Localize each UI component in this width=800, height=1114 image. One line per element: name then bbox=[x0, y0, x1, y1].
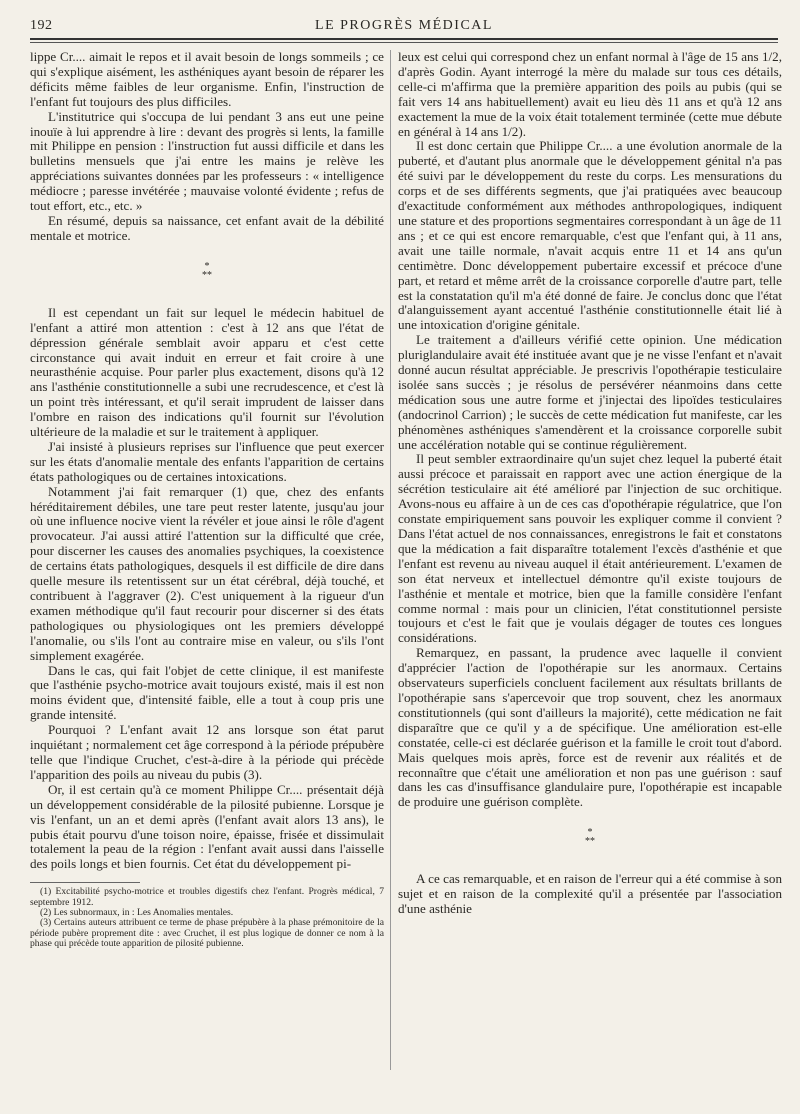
paragraph: Pourquoi ? L'enfant avait 12 ans lorsque son état parut inquiétant ; normalement cet âge correspond à la période prépubère telle que l'indique Cruchet, c'est-à-dire à la période qui précède l'apparition des poils au niveau du pubis (3). bbox=[30, 722, 384, 782]
running-header bbox=[30, 16, 778, 36]
left-column bbox=[30, 50, 384, 1100]
paragraph: Notamment j'ai fait remarquer (1) que, chez des enfants héréditairement débiles, une tare peut rester latente, jusqu'au jour où une influence nocive vient la révéler et joue ainsi le rôle d'agent provocateur. J'ai aussi attiré l'attention sur la difficulté que crée, pour discerner les causes des anomalies psychiques, la coexistence de certains états pathologiques, desquels il est difficile de dire dans quelle mesure ils retentissent sur un état cérébral, déjà touché, et contribuent à l'aggraver (2). C'est uniquement à la rigueur d'un examen méthodique qu'il faut recourir pour discerner si des états pathologiques ou physiologiques ont les premiers développé l'anomalie, ou s'ils l'ont au contraire mise en valeur, ou s'ils l'ont simplement exagérée. bbox=[30, 483, 384, 663]
paragraph: Il peut sembler extraordinaire qu'un sujet chez lequel la puberté était aussi précoce et paraissait en rapport avec une action énergique de la sécrétion testiculaire ait été amélioré par l'injection de suc orchitique. Avons-nous eu affaire à un de ces cas d'opothérapie régulatrice, que l'on constate empiriquement sans pouvoir les expliquer comme il convient ? Dans l'état actuel de nos connaissances, enregistrons le fait et constatons que la médication a fait disparaître totalement l'excès d'asthénie et que l'enfant est revenu au niveau auquel il était antérieurement. L'examen de son état nerveux et intellectuel démontre qu'il existe toujours de l'asthénie et mentale et motrice, bien que la famille considère l'enfant comme normal : mais pour un clinicien, l'état constitutionnel persiste toujours et c'est le fait que je voulais dégager de toutes ces longues considérations. bbox=[398, 451, 782, 646]
header-rule-thick bbox=[30, 38, 778, 40]
paragraph: Dans le cas, qui fait l'objet de cette clinique, il est manifeste que l'asthénie psycho-motrice avait toujours existé, mais il est non moins évident que, d'intensité faible, elle a tout à coup pris une grande intensité. bbox=[30, 662, 384, 723]
paragraph: Il est cependant un fait sur lequel le médecin habituel de l'enfant a attiré mon attention : c'est à 12 ans que l'état de dépression générale semblait avoir apparu et c'est cette circonstance qui avait induit en erreur et fait croire à une neurasthénie acquise. Pour parler plus exactement, disons qu'à 12 ans l'asthénie constitutionnelle a subi une recrudescence, et c'est là un point très intéressant, et qu'il serait imprudent de laisser dans l'ombre en raison des indications qu'il fournit sur l'évolution ultérieure de la maladie et sur le traitement à appliquer. bbox=[30, 304, 384, 440]
paragraph: En résumé, depuis sa naissance, cet enfant avait de la débilité mentale et motrice. bbox=[30, 212, 384, 243]
paragraph: A ce cas remarquable, et en raison de l'erreur qui a été commise à son sujet et en raison de la complexité qu'il a présentée par l'association d'une asthénie bbox=[398, 871, 782, 917]
header-rule-thin bbox=[30, 42, 778, 43]
paragraph: lippe Cr.... aimait le repos et il avait besoin de longs sommeils ; ce qui s'explique aisément, les asthéniques ayant besoin de réparer les déficits même faibles de leur organisme. Enfin, l'instruction de l'enfant fut toujours des plus difficiles. bbox=[30, 50, 384, 109]
column-divider bbox=[390, 50, 391, 1070]
paragraph: Le traitement a d'ailleurs vérifié cette opinion. Une médication pluriglandulaire avait été instituée avant que je ne visse l'enfant et n'avait donné aucun résultat appréciable. Je prescrivis l'opothérapie testiculaire isolée sans succès ; je résolus de persévérer néanmoins dans cette médication sous une autre forme et j'injectai des lipoïdes testiculaires (andocrinol Carrion) ; le succès de cette médication fut manifeste, car les phénomènes asthéniques s'amendèrent et la croissance corporelle subit une accélération notable qui se continue régulièrement. bbox=[398, 332, 782, 452]
paragraph: Or, il est certain qu'à ce moment Philippe Cr.... présentait déjà un développement considérable de la pilosité pubienne. Lorsque je vis l'enfant, un an et demi après (l'enfant avait alors 13 ans), le pubis était pourvu d'une toison noire, épaisse, frisée et dissimulait totalement la peau de la région : l'enfant avait aussi dans l'aisselle des poils longs et bien fournis. Cet état du développement pi- bbox=[30, 781, 384, 872]
section-separator: * ** bbox=[585, 827, 595, 848]
footnote: (3) Certains auteurs attribuent ce terme de phase prépubère à la phase prémonitoire de la période pubère proprement dite : avec Cruchet, il est plus logique de donner ce nom à la phase qui précède toute apparition de pilosité pubienne. bbox=[30, 917, 384, 950]
section-separator: * ** bbox=[202, 260, 212, 281]
page-number: 192 bbox=[30, 18, 53, 33]
right-column bbox=[398, 50, 782, 1100]
paragraph: Remarquez, en passant, la prudence avec laquelle il convient d'apprécier l'action de l'opothérapie sur les anormaux. Certains observateurs superficiels concluent facilement aux résultats brillants de l'opothérapie sans s'apercevoir que trop souvent, chez les anormaux constitutionnels (qui sont d'ailleurs la majorité), cette médication ne fait disparaître que ce qu'il y a de spécifique. Une amélioration est-elle constatée, celle-ci est déclarée guérison et la famille le croit tout d'abord. Mais quelques mois après, force est de revenir aux réalités et de reconnaître que c'était une amélioration et non pas une guérison : sauf dans les cas d'insuffisance glandulaire pure, l'opothérapie est incapable de produire une guérison complète. bbox=[398, 645, 782, 810]
journal-title: LE PROGRÈS MÉDICAL bbox=[315, 18, 493, 33]
paragraph: J'ai insisté à plusieurs reprises sur l'influence que peut exercer sur les états d'anomalie mentale des enfants l'apparition de certains états pathologiques ou de certaines intoxications. bbox=[30, 438, 384, 484]
paragraph: Il est donc certain que Philippe Cr.... a une évolution anormale de la puberté, et d'autant plus anormale que le développement génital n'a pas été suivi par le développement du reste du corps. Les mensurations du corps et de ses différents segments, que j'ai pratiquées avec beaucoup d'exactitude conformément aux méthodes anthropologiques, indiquent une stature et des proportions segmentaires correspondant à un âge de 11 ans ; et ce qui est encore remarquable, c'est que l'enfant qui, à 11 ans, avait une taille normale, n'avait acquis entre 11 et 14 ans qu'un centimètre. Donc développement pubertaire excessif et précoce d'une part, et retard et même arrêt de la croissance corporelle d'autre part, telle est la constatation qu'il m'a été donné de faire. Je conclus donc que l'état d'alanguissement ayant accentué l'asthénie constitutionnelle était lié à une intoxication d'origine génitale. bbox=[398, 138, 782, 333]
footnote-rule bbox=[30, 882, 140, 883]
footnote: (2) Les subnormaux, in : Les Anomalies mentales. bbox=[40, 907, 234, 919]
paragraph: L'institutrice qui s'occupa de lui pendant 3 ans eut une peine inouïe à lui apprendre à lire : devant des progrès si lents, la famille mit Philippe en pension : l'instruction fut aussi difficile et dans les bulletins mensuels que j'ai entre les mains je relève les appréciations suivantes données par les professeurs : « intelligence médiocre ; paresse invétérée ; mauvaise volonté évidente ; refus de tout effort, etc., etc. » bbox=[30, 108, 384, 214]
footnotes bbox=[30, 887, 384, 949]
paragraph: leux est celui qui correspond chez un enfant normal à l'âge de 15 ans 1/2, d'après Godin. Ayant interrogé la mère du malade sur tous ces détails, celle-ci m'affirma que la première apparition des poils au pubis (qui se fait vers 14 ans habituellement) avait eu lieu dès 11 ans et qu'à 12 ans exactement la mue de la voix était totalement terminée (cette mue débute en général à 14 ans 1/2). bbox=[398, 50, 782, 139]
footnote: (1) Excitabilité psycho-motrice et troubles digestifs chez l'enfant. Progrès médical, 7 septembre 1912. bbox=[30, 886, 384, 908]
